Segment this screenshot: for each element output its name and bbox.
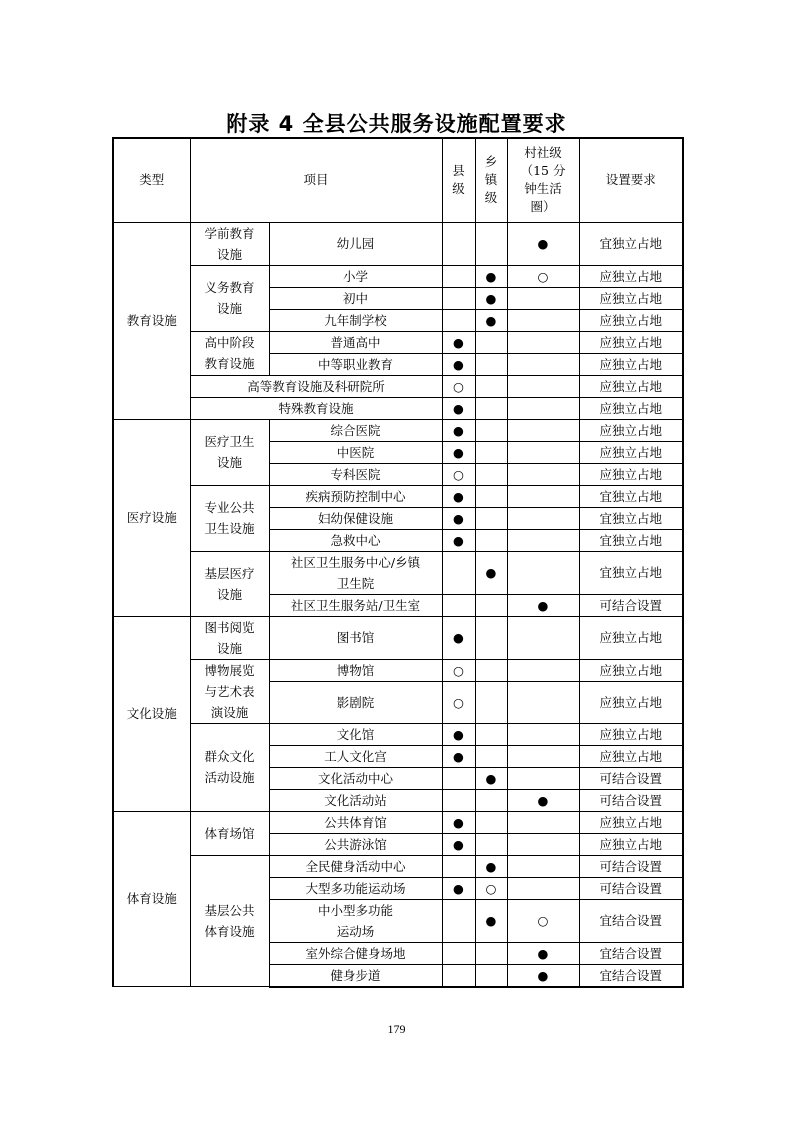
county-level-mark bbox=[442, 265, 475, 287]
requirement-cell: 应独立占地 bbox=[579, 265, 683, 287]
item-cell: 小学 bbox=[269, 265, 442, 287]
requirement-cell: 可结合设置 bbox=[579, 767, 683, 789]
town-level-mark bbox=[475, 964, 507, 987]
category-cell: 体育设施 bbox=[113, 811, 190, 987]
table-row bbox=[113, 265, 683, 287]
county-level-mark: ○ bbox=[442, 659, 475, 681]
requirement-cell: 宜结合设置 bbox=[579, 942, 683, 964]
town-level-mark bbox=[475, 594, 507, 616]
county-level-mark: ● bbox=[442, 441, 475, 463]
table-row bbox=[113, 485, 683, 507]
requirement-cell: 宜独立占地 bbox=[579, 529, 683, 551]
requirement-cell: 宜独立占地 bbox=[579, 485, 683, 507]
requirement-cell: 应独立占地 bbox=[579, 681, 683, 723]
item-cell: 公共体育馆 bbox=[269, 811, 442, 833]
town-level-mark bbox=[475, 419, 507, 441]
group-cell: 群众文化 活动设施 bbox=[190, 723, 269, 811]
requirement-cell: 应独立占地 bbox=[579, 397, 683, 419]
village-level-mark bbox=[507, 419, 579, 441]
town-level-mark bbox=[475, 397, 507, 419]
requirement-cell: 应独立占地 bbox=[579, 723, 683, 745]
group-cell: 基层医疗 设施 bbox=[190, 551, 269, 616]
town-level-mark bbox=[475, 463, 507, 485]
village-level-mark bbox=[507, 529, 579, 551]
village-level-mark bbox=[507, 309, 579, 331]
county-level-mark bbox=[442, 594, 475, 616]
item-cell: 幼儿园 bbox=[269, 222, 442, 265]
item-cell: 文化馆 bbox=[269, 723, 442, 745]
header-item: 项目 bbox=[190, 138, 442, 222]
requirement-cell: 可结合设置 bbox=[579, 877, 683, 899]
group-cell: 高中阶段 教育设施 bbox=[190, 331, 269, 375]
village-level-mark: ● bbox=[507, 789, 579, 811]
village-level-mark: ○ bbox=[507, 265, 579, 287]
town-level-mark bbox=[475, 811, 507, 833]
county-level-mark: ● bbox=[442, 723, 475, 745]
county-level-mark: ● bbox=[442, 331, 475, 353]
village-level-mark: ● bbox=[507, 964, 579, 987]
table-row bbox=[113, 222, 683, 265]
town-level-mark bbox=[475, 616, 507, 659]
requirement-cell: 应独立占地 bbox=[579, 659, 683, 681]
requirement-cell: 可结合设置 bbox=[579, 789, 683, 811]
table-row bbox=[113, 375, 683, 397]
requirement-cell: 应独立占地 bbox=[579, 353, 683, 375]
town-level-mark bbox=[475, 222, 507, 265]
header-town: 乡 镇 级 bbox=[475, 138, 507, 222]
requirement-cell: 应独立占地 bbox=[579, 745, 683, 767]
requirement-cell: 宜独立占地 bbox=[579, 551, 683, 594]
county-level-mark: ○ bbox=[442, 463, 475, 485]
county-level-mark: ○ bbox=[442, 681, 475, 723]
town-level-mark bbox=[475, 507, 507, 529]
village-level-mark bbox=[507, 723, 579, 745]
requirement-cell: 应独立占地 bbox=[579, 419, 683, 441]
town-level-mark bbox=[475, 723, 507, 745]
town-level-mark bbox=[475, 745, 507, 767]
county-level-mark bbox=[442, 964, 475, 987]
village-level-mark bbox=[507, 441, 579, 463]
town-level-mark: ● bbox=[475, 551, 507, 594]
town-level-mark bbox=[475, 331, 507, 353]
village-level-mark bbox=[507, 745, 579, 767]
item-cell: 中医院 bbox=[269, 441, 442, 463]
category-cell: 文化设施 bbox=[113, 616, 190, 811]
town-level-mark bbox=[475, 441, 507, 463]
table-row bbox=[113, 855, 683, 877]
item-cell: 公共游泳馆 bbox=[269, 833, 442, 855]
table-row bbox=[113, 397, 683, 419]
county-level-mark: ○ bbox=[442, 375, 475, 397]
item-cell: 健身步道 bbox=[269, 964, 442, 987]
county-level-mark bbox=[442, 287, 475, 309]
requirement-cell: 可结合设置 bbox=[579, 855, 683, 877]
header-requirement: 设置要求 bbox=[579, 138, 683, 222]
county-level-mark: ● bbox=[442, 485, 475, 507]
item-cell: 博物馆 bbox=[269, 659, 442, 681]
town-level-mark bbox=[475, 659, 507, 681]
category-cell: 医疗设施 bbox=[113, 419, 190, 616]
village-level-mark bbox=[507, 767, 579, 789]
item-cell: 普通高中 bbox=[269, 331, 442, 353]
village-level-mark bbox=[507, 331, 579, 353]
county-level-mark: ● bbox=[442, 616, 475, 659]
item-cell: 妇幼保健设施 bbox=[269, 507, 442, 529]
table-row bbox=[113, 616, 683, 659]
table-row bbox=[113, 811, 683, 833]
county-level-mark: ● bbox=[442, 811, 475, 833]
village-level-mark bbox=[507, 507, 579, 529]
county-level-mark: ● bbox=[442, 529, 475, 551]
requirement-cell: 应独立占地 bbox=[579, 331, 683, 353]
group-cell: 图书阅览 设施 bbox=[190, 616, 269, 659]
county-level-mark: ● bbox=[442, 507, 475, 529]
village-level-mark: ○ bbox=[507, 899, 579, 942]
requirement-cell: 应独立占地 bbox=[579, 375, 683, 397]
item-cell: 文化活动站 bbox=[269, 789, 442, 811]
village-level-mark bbox=[507, 463, 579, 485]
requirement-cell: 应独立占地 bbox=[579, 309, 683, 331]
item-cell: 社区卫生服务站/卫生室 bbox=[269, 594, 442, 616]
item-cell: 图书馆 bbox=[269, 616, 442, 659]
header-type: 类型 bbox=[113, 138, 190, 222]
county-level-mark: ● bbox=[442, 833, 475, 855]
table-row bbox=[113, 331, 683, 353]
village-level-mark bbox=[507, 287, 579, 309]
village-level-mark bbox=[507, 877, 579, 899]
page-title: 附录 4 全县公共服务设施配置要求 bbox=[226, 112, 567, 136]
item-cell: 中小型多功能 运动场 bbox=[269, 899, 442, 942]
town-level-mark bbox=[475, 789, 507, 811]
item-cell: 急救中心 bbox=[269, 529, 442, 551]
requirement-cell: 应独立占地 bbox=[579, 833, 683, 855]
village-level-mark bbox=[507, 551, 579, 594]
town-level-mark: ● bbox=[475, 899, 507, 942]
table-row bbox=[113, 551, 683, 594]
item-cell: 初中 bbox=[269, 287, 442, 309]
county-level-mark: ● bbox=[442, 877, 475, 899]
group-cell: 义务教育 设施 bbox=[190, 265, 269, 331]
county-level-mark bbox=[442, 942, 475, 964]
item-cell: 九年制学校 bbox=[269, 309, 442, 331]
page-number: 179 bbox=[387, 1022, 406, 1036]
requirement-cell: 应独立占地 bbox=[579, 616, 683, 659]
town-level-mark bbox=[475, 375, 507, 397]
requirement-cell: 宜独立占地 bbox=[579, 222, 683, 265]
village-level-mark bbox=[507, 681, 579, 723]
county-level-mark bbox=[442, 899, 475, 942]
town-level-mark: ● bbox=[475, 287, 507, 309]
county-level-mark bbox=[442, 789, 475, 811]
county-level-mark bbox=[442, 551, 475, 594]
requirement-cell: 应独立占地 bbox=[579, 441, 683, 463]
village-level-mark bbox=[507, 397, 579, 419]
town-level-mark bbox=[475, 833, 507, 855]
item-cell: 综合医院 bbox=[269, 419, 442, 441]
village-level-mark: ● bbox=[507, 942, 579, 964]
county-level-mark: ● bbox=[442, 353, 475, 375]
county-level-mark: ● bbox=[442, 419, 475, 441]
village-level-mark: ● bbox=[507, 222, 579, 265]
county-level-mark: ● bbox=[442, 745, 475, 767]
table-row bbox=[113, 659, 683, 681]
group-cell: 学前教育 设施 bbox=[190, 222, 269, 265]
item-cell: 工人文化宫 bbox=[269, 745, 442, 767]
item-cell: 全民健身活动中心 bbox=[269, 855, 442, 877]
county-level-mark: ● bbox=[442, 397, 475, 419]
requirement-cell: 宜结合设置 bbox=[579, 964, 683, 987]
village-level-mark bbox=[507, 855, 579, 877]
county-level-mark bbox=[442, 855, 475, 877]
town-level-mark bbox=[475, 529, 507, 551]
village-level-mark bbox=[507, 485, 579, 507]
town-level-mark bbox=[475, 485, 507, 507]
item-cell: 特殊教育设施 bbox=[190, 397, 442, 419]
town-level-mark: ○ bbox=[475, 877, 507, 899]
village-level-mark bbox=[507, 375, 579, 397]
item-cell: 影剧院 bbox=[269, 681, 442, 723]
group-cell: 基层公共 体育设施 bbox=[190, 855, 269, 987]
table-row bbox=[113, 723, 683, 745]
village-level-mark bbox=[507, 811, 579, 833]
group-cell: 医疗卫生 设施 bbox=[190, 419, 269, 485]
town-level-mark bbox=[475, 681, 507, 723]
group-cell: 专业公共 卫生设施 bbox=[190, 485, 269, 551]
item-cell: 社区卫生服务中心/乡镇 卫生院 bbox=[269, 551, 442, 594]
header-row bbox=[113, 138, 683, 222]
requirement-cell: 宜结合设置 bbox=[579, 899, 683, 942]
requirement-cell: 宜独立占地 bbox=[579, 507, 683, 529]
town-level-mark: ● bbox=[475, 767, 507, 789]
village-level-mark bbox=[507, 833, 579, 855]
item-cell: 文化活动中心 bbox=[269, 767, 442, 789]
town-level-mark bbox=[475, 942, 507, 964]
requirement-cell: 应独立占地 bbox=[579, 811, 683, 833]
item-cell: 室外综合健身场地 bbox=[269, 942, 442, 964]
village-level-mark bbox=[507, 616, 579, 659]
county-level-mark bbox=[442, 222, 475, 265]
item-cell: 中等职业教育 bbox=[269, 353, 442, 375]
header-county: 县 级 bbox=[442, 138, 475, 222]
town-level-mark: ● bbox=[475, 309, 507, 331]
table-row bbox=[113, 419, 683, 441]
requirement-cell: 应独立占地 bbox=[579, 463, 683, 485]
county-level-mark bbox=[442, 767, 475, 789]
group-cell: 体育场馆 bbox=[190, 811, 269, 855]
village-level-mark bbox=[507, 353, 579, 375]
town-level-mark bbox=[475, 353, 507, 375]
village-level-mark bbox=[507, 659, 579, 681]
category-cell: 教育设施 bbox=[113, 222, 190, 419]
item-cell: 高等教育设施及科研院所 bbox=[190, 375, 442, 397]
requirement-cell: 应独立占地 bbox=[579, 287, 683, 309]
village-level-mark: ● bbox=[507, 594, 579, 616]
county-level-mark bbox=[442, 309, 475, 331]
header-village: 村社级 （15 分 钟生活 圈） bbox=[507, 138, 579, 222]
town-level-mark: ● bbox=[475, 855, 507, 877]
group-cell: 博物展览 与艺术表 演设施 bbox=[190, 659, 269, 723]
item-cell: 专科医院 bbox=[269, 463, 442, 485]
town-level-mark: ● bbox=[475, 265, 507, 287]
item-cell: 疾病预防控制中心 bbox=[269, 485, 442, 507]
requirement-cell: 可结合设置 bbox=[579, 594, 683, 616]
facility-requirements-table bbox=[112, 137, 684, 988]
item-cell: 大型多功能运动场 bbox=[269, 877, 442, 899]
